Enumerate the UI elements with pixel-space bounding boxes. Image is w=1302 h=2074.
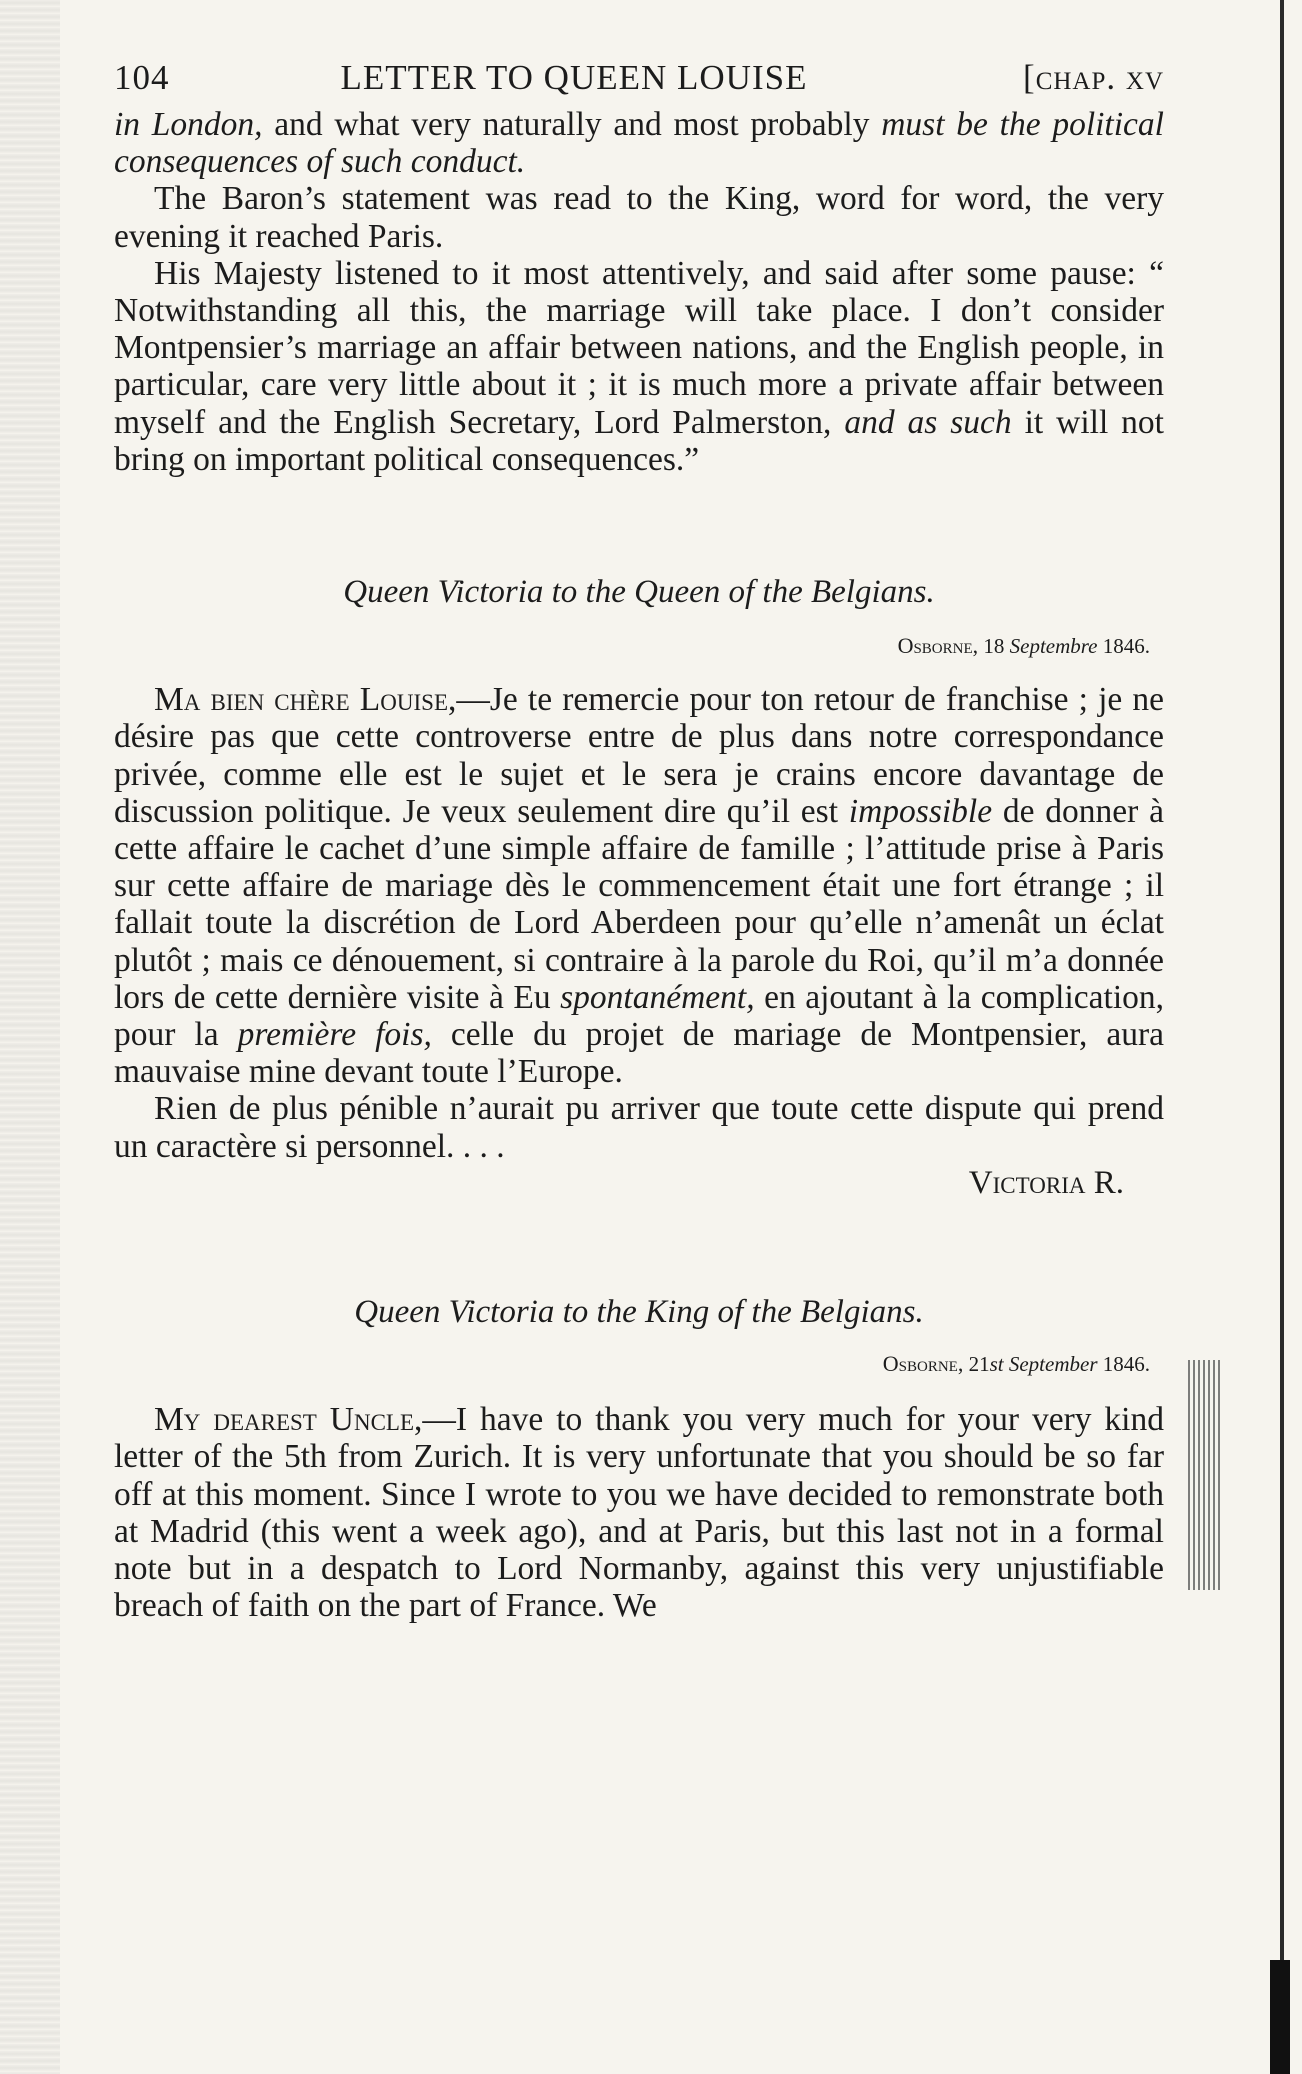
continuation-paragraph bbox=[114, 106, 1164, 180]
page-edge-right bbox=[1280, 0, 1284, 2074]
place: Osborne, bbox=[897, 633, 979, 659]
text-run: —I have to thank you very much for your very kind letter of the 5th from Zurich. It is very unfortunate that you should be so far off at this moment. Since I wrote to you we have decided to remonstrate both at Madrid (this went a week ago), and at Paris, but this last not in a formal note but in a despatch to Lord Normanby, against this very unjustifiable breach of faith on the part of France. We bbox=[114, 1401, 1164, 1625]
date-year: 1846. bbox=[1097, 1352, 1150, 1377]
text-run: en ajoutant à la complication, pour la bbox=[114, 978, 1165, 1054]
salutation: My dearest Uncle, bbox=[154, 1401, 423, 1439]
date-month: Septembre bbox=[1009, 634, 1098, 659]
page-number: 104 bbox=[114, 58, 170, 97]
letter-body bbox=[114, 1401, 1164, 1624]
running-title: LETTER TO QUEEN LOUISE bbox=[340, 58, 808, 97]
italic-word: impossible bbox=[848, 792, 993, 830]
paragraph bbox=[114, 255, 1164, 478]
date-day: 18 bbox=[978, 634, 1010, 659]
running-head bbox=[114, 58, 1164, 108]
chapter-label: [chap. xv bbox=[1023, 58, 1164, 97]
text-run: it will not bring on important political consequences.” bbox=[114, 403, 1164, 478]
italic-word: première fois, bbox=[237, 1016, 432, 1054]
text-run: and what very naturally and most probably bbox=[262, 106, 882, 143]
text-run: —Je te remercie pour ton retour de franchise ; je ne désire pas que cette controverse entre de plus dans notre correspondance privée, comme elle est le sujet et le sera je crains encore davantage de discussion politique. Je veux seulement dire qu’il est bbox=[114, 681, 1164, 830]
date-line bbox=[114, 1345, 1164, 1383]
italic-phrase: and as such bbox=[844, 403, 1012, 441]
page-edge-blot bbox=[1270, 1960, 1290, 2074]
place: Osborne, bbox=[882, 1351, 964, 1377]
letter-body bbox=[114, 681, 1164, 1090]
italic-phrase: must be the political consequences of such conduct. bbox=[114, 106, 1164, 181]
date-day: 21 bbox=[963, 1352, 990, 1377]
page-edge-left bbox=[0, 0, 60, 2074]
date-suffix: st bbox=[989, 1352, 1004, 1377]
text-run: His Majesty listened to it most attentively, and said after some pause: “ Notwithstanding all this, the marriage will take place. I don’t consider Montpensier’s marriage an affair between nations, and the English people, in particular, care very little about it ; it is much more a private affair between myself and the English Secretary, Lord Palmerston, bbox=[114, 254, 1164, 441]
date-month: September bbox=[1003, 1352, 1098, 1377]
salutation: Ma bien chère Louise, bbox=[154, 681, 457, 719]
letter-heading: Queen Victoria to the Queen of the Belgians. bbox=[343, 574, 935, 611]
date-line bbox=[114, 627, 1164, 665]
text-run: de donner à cette affaire le cachet d’une simple affaire de famille ; l’attitude prise à Paris sur cette affaire de mariage dès le commencement était une fort étrange ; il fallait toute la discrétion de Lord Aberdeen pour qu’elle n’amenât un éclat plutôt ; mais ce dénouement, si contraire à la parole du Roi, qu’il m’a donnée lors de cette dernière visite à Eu bbox=[114, 792, 1164, 1016]
text-run: celle du projet de mariage de Montpensier, aura mauvaise mine devant toute l’Europe. bbox=[114, 1016, 1164, 1091]
page-content bbox=[114, 58, 1164, 1625]
paragraph: Rien de plus pénible n’aurait pu arriver que toute cette dispute qui prend un caractère si personnel. . . . bbox=[114, 1090, 1164, 1165]
margin-mark bbox=[1188, 1360, 1222, 1590]
letter-heading: Queen Victoria to the King of the Belgians. bbox=[354, 1294, 924, 1331]
paragraph: The Baron’s statement was read to the King, word for word, the very evening it reached Paris. bbox=[114, 180, 1164, 255]
signature: Victoria R. bbox=[968, 1164, 1124, 1201]
italic-word: spontanément, bbox=[560, 978, 755, 1016]
date-year: 1846. bbox=[1097, 634, 1150, 659]
italic-phrase: in London, bbox=[114, 106, 263, 143]
